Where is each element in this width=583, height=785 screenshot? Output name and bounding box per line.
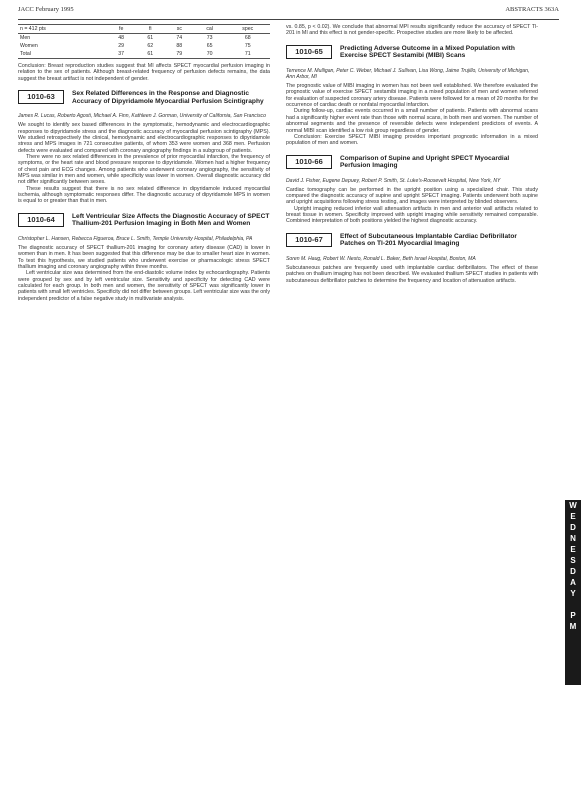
results-table [18,24,270,59]
conclusion-text: Conclusion: Breast reproduction studies suggest that MI affects SPECT myocardial perfusion imaging in relation to the sex of patients. Although breast-related frequency of perfusion defects remains, the data suggest the breast artifact is not independent of gender. [18,63,270,82]
abstract-number: 1010-65 [286,45,332,59]
right-column [286,24,538,284]
day-tab-wednesday-pm [565,500,581,685]
page-header [18,6,559,18]
tab-letter: Y [570,589,576,598]
abstract-paragraph: There were no sex related differences in the prevalence of prior myocardial infarction, the frequency of symptoms, or the heart rate and blood pressure response to dipyridamole. Women had a higher frequency of chest pain and ECG changes. Among patients who underwent coronary angiography, the sensitivity of MPS was similar in men and women, while specificity was lower in women. Overall diagnostic accuracy did not differ significantly between sexes. [18,153,270,186]
table-cell: 73 [206,35,213,41]
abstract-title: Left Ventricular Size Affects the Diagnostic Accuracy of SPECT Thallium-201 Perfusion Imaging in Both Men and Women [72,212,270,228]
abstract-paragraph: During follow-up, cardiac events occurred in a small number of patients. Patients with abnormal scans had a significantly higher event rate than those with normal scans, in both men and women. The number of abnormal segments and the presence of reversible defects were independent predictors of events. A normal MIBI scan identified a low risk group regardless of gender. [286,108,538,134]
tab-letter: D [570,567,576,576]
tab-letter: S [570,556,576,565]
tab-letter: D [570,523,576,532]
table-cell: 88 [176,43,183,49]
abstract-number: 1010-66 [286,155,332,169]
table-cell: 68 [244,35,251,41]
abstract-heading [286,233,538,253]
abstract-1010-65 [286,45,538,147]
journal-info: JACC February 1995 [18,6,74,13]
table-row [18,42,270,50]
table-cell: 74 [176,35,183,41]
tab-letter: P [570,611,576,620]
tab-letter [565,599,581,610]
table-cell: 48 [118,35,125,41]
abstract-heading [18,213,270,233]
abstract-paragraph: The prognostic value of MIBI imaging in women has not been well established. We therefore evaluated the prognostic value of exercise SPECT sestamibi imaging in a mixed population of men and women referred for evaluation of suspected coronary artery disease. Patients were followed for a mean of 20 months for the occurrence of cardiac death or nonfatal myocardial infarction. [286,83,538,109]
abstract-authors: David J. Fisher, Eugene Depuey, Robert P. Smith, St. Luke's-Roosevelt Hospital, New York, NY [286,177,501,184]
tab-letter: W [569,501,577,510]
abstract-paragraph: The diagnostic accuracy of SPECT thallium-201 imaging for coronary artery disease (CAD) is lower in women than in men. It has been suggested that this difference may be due to smaller heart size in women. To test this hypothesis, we studied patients who underwent exercise or pharmacologic stress SPECT thallium imaging and coronary angiography within three months. [18,244,270,270]
continued-text: vs. 0.85, p < 0.02). We conclude that abnormal MPI results significantly reduce the accuracy of SPECT Tl-201 in MI and this effect is not gender-specific. Prospective studies are more likely to be affected. [286,24,538,37]
table-header-cell: fe [107,25,136,34]
abstract-authors: Christopher L. Hansen, Rebecca Figueroa, Bruce L. Smith, Temple University Hospital, Philadelphia, PA [18,235,253,242]
abstract-paragraph: These results suggest that there is no sex related difference in dipyridamole induced myocardial ischemia, although symptomatic responses differ. The diagnostic accuracy of dipyridamole MPS in women is equal to or greater than that in men. [18,185,270,205]
tab-letter: N [570,534,576,543]
table-cell: 61 [147,35,154,41]
table-header-row [18,25,270,34]
abstract-paragraph: Left ventricular size was determined from the end-diastolic volume index by echocardiography. Patients were grouped by sex and by left ventricular size. Sensitivity and specificity for detecting CAD were calculated for each group. In both men and women, the sensitivity of SPECT was significantly lower in patients with small left ventricles. Specificity did not differ between groups. Left ventricular size was the only independent predictor of a false negative study in multivariate analysis. [18,270,270,302]
table-row [18,34,270,43]
abstract-1010-66 [286,155,538,225]
table-cell: 79 [165,50,194,59]
table-cell: 75 [244,43,251,49]
abstract-1010-67 [286,233,538,284]
abstract-number: 1010-63 [18,90,64,104]
table-header-cell: spec [225,25,270,34]
table-cell: 62 [147,43,154,49]
abstract-number: 1010-64 [18,213,64,227]
abstract-paragraph: Cardiac tomography can be performed in the upright position using a specialized chair. This study compared the diagnostic accuracy of supine and upright SPECT imaging. Patients underwent both supine and upright acquisitions following stress testing, and images were interpreted by blinded observers. [286,186,538,206]
tab-letter: A [570,578,576,587]
abstract-paragraph: Conclusion: Exercise SPECT MIBI imaging provides important prognostic information in a mixed population of men and women. [286,133,538,147]
table-cell: 37 [107,50,136,59]
left-column [18,24,270,302]
table-header-cell: sc [165,25,194,34]
abstract-authors: Soren M. Haug, Robert W. Nesto, Ronald L. Baker, Beth Israel Hospital, Boston, MA [286,255,476,262]
abstract-paragraph: Subcutaneous patches are frequently used with implantable cardiac defibrillators. The effect of these patches on thallium imaging has not been described. We evaluated thallium SPECT studies in patients with subcutaneous defibrillator patches to determine the frequency and location of attenuation artifacts. [286,265,538,284]
abstract-title: Sex Related Differences in the Response and Diagnostic Accuracy of Dipyridamole Myocardial Perfusion Scintigraphy [72,90,264,105]
abstract-number: 1010-67 [286,233,332,247]
abstract-title: Comparison of Supine and Upright SPECT Myocardial Perfusion Imaging [340,154,510,170]
table-cell: 65 [206,43,213,49]
abstract-authors: James R. Lucas, Roberto Agosti, Michael A. Finn, Kathleen J. Gorman, University of California, San Francisco [18,113,266,120]
table-cell: 61 [136,50,165,59]
abstract-1010-63 [18,90,270,205]
abstract-title: Effect of Subcutaneous Implantable Cardiac Defibrillator Patches on Tl-201 Myocardial Imaging [340,232,517,248]
table-header-cell: fi [136,25,165,34]
abstract-heading [286,45,538,65]
tab-letter: E [570,512,576,521]
table-cell: 71 [225,50,270,59]
table-cell: 29 [118,43,125,49]
abstract-heading [286,155,538,175]
table-cell: 70 [194,50,226,59]
abstract-paragraph: Upright imaging reduced inferior wall attenuation artifacts in men and anterior wall artifacts related to breast tissue in women. Specificity improved with upright imaging while sensitivity remained comparable. Combined interpretation of both positions yielded the highest diagnostic accuracy. [286,205,538,225]
abstract-title: Predicting Adverse Outcome in a Mixed Population with Exercise SPECT Sestamibi (MIBI) Scans [340,44,515,60]
abstract-1010-64 [18,213,270,302]
abstract-paragraph: We sought to identify sex based differences in the symptomatic, hemodynamic and electrocardiographic responses to dipyridamole stress and the diagnostic accuracy of myocardial perfusion scintigraphy (MPS). We studied retrospectively the clinical, hemodynamic and electrocardiographic responses to dipyridamole stress and MPS images in 721 consecutive patients, of whom 353 were women and 368 men. Perfusion defects were evaluated and compared with coronary angiography findings in a subgroup of patients. [18,122,270,154]
tab-letter: M [569,622,577,631]
table-row [18,50,270,59]
table-cell: Total [18,50,107,59]
section-page: ABSTRACTS 363A [505,6,559,13]
table-header-cell: n = 412 pts [18,25,107,34]
table-cell: Women [20,43,38,49]
header-rule [18,19,559,20]
table-cell: Men [20,35,31,41]
abstract-authors: Terrence M. Mulligan, Peter C. Weber, Michael J. Sullivan, Lisa Wong, Jaime Trujillo, University of Michigan, Ann Arbor, MI [286,67,530,80]
table-header-cell: cal [194,25,226,34]
tab-letter: E [570,545,576,554]
abstract-heading [18,90,270,110]
